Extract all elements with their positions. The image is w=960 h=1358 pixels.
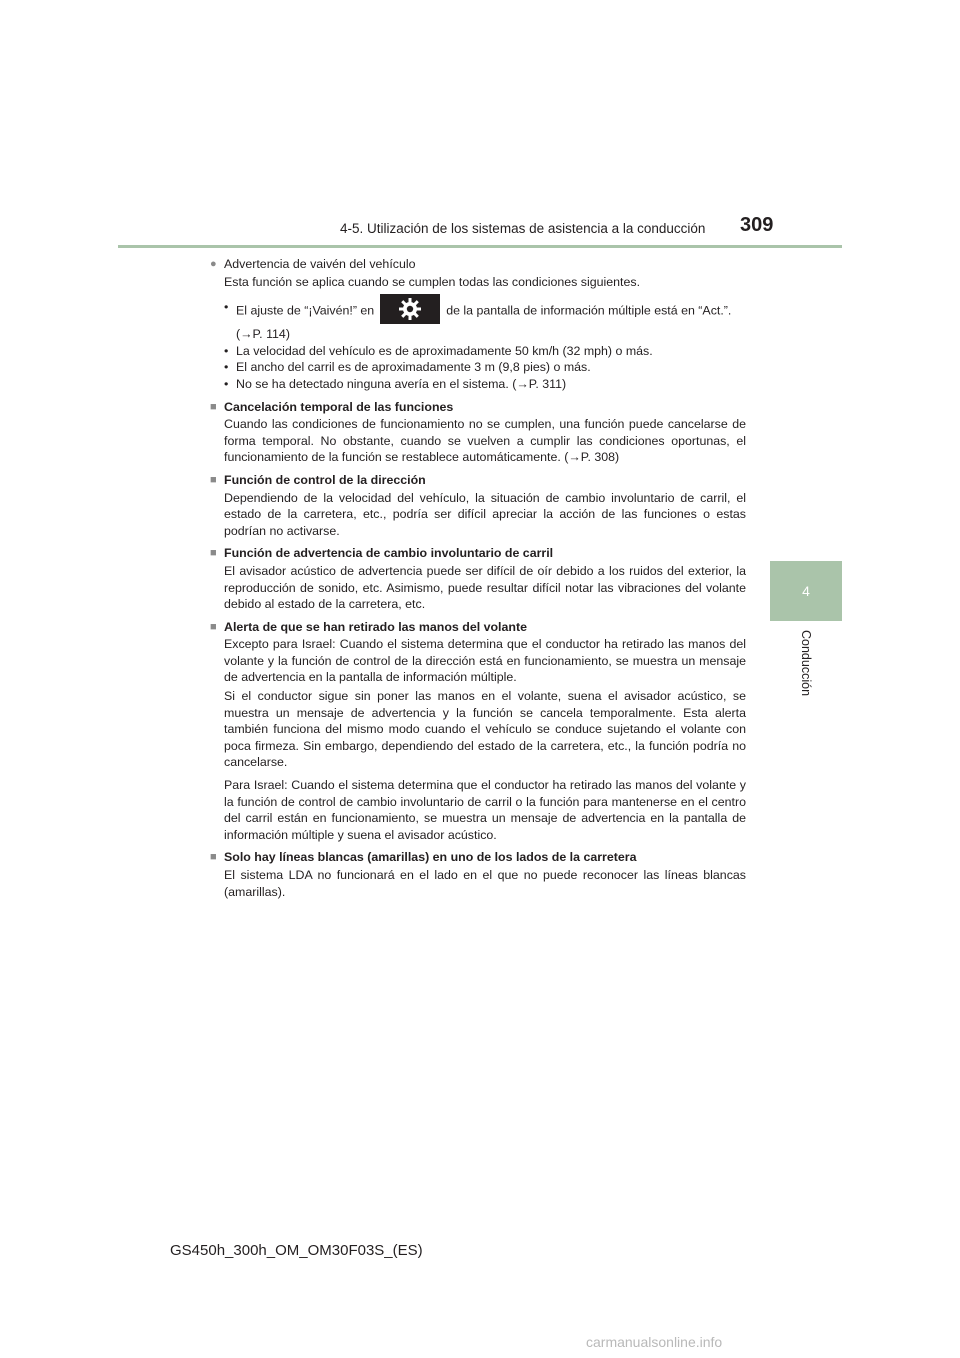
section-hands-off-alert [210, 619, 746, 844]
list-item [224, 376, 746, 393]
chapter-tab [770, 561, 842, 621]
list-bullet: • [224, 343, 229, 358]
chapter-tab-label [796, 630, 816, 702]
section-heading [210, 619, 746, 636]
section-heading [210, 399, 746, 416]
section-lane-departure-warning [210, 545, 746, 612]
page-reference: (→P. 114) [236, 327, 290, 342]
section-paragraph: Si el conductor sigue sin poner las manos en el volante, suena el avisador acústico, se muestra un mensaje de advertencia y la función se cancela temporalmente. Esta alerta también funciona del mismo modo cuando el vehículo se conduce sujetando el volante con poca firmeza. Sin embargo, dependiendo del estado de la carretera, etc., la función podría no cancelarse. [224, 689, 746, 770]
chapter-tab-label-text: Conducción [799, 630, 813, 697]
list-item-text: La velocidad del vehículo es de aproximadamente 50 km/h (32 mph) o más. [236, 343, 653, 358]
document-code: GS450h_300h_OM_OM30F03S_(ES) [170, 1242, 423, 1259]
list-item-text: El ancho del carril es de aproximadamente 3 m (9,8 pies) o más. [236, 360, 591, 375]
square-bullet-icon: ■ [210, 400, 217, 413]
section-heading [210, 545, 746, 562]
section-paragraph: Esta función se aplica cuando se cumplen todas las condiciones siguientes. [224, 274, 641, 289]
list-bullet: • [224, 376, 229, 391]
list-item [224, 343, 746, 360]
section-heading-text: Alerta de que se han retirado las manos del volante [224, 619, 527, 634]
section-heading-text: Función de advertencia de cambio involuntario de carril [224, 546, 554, 561]
square-bullet-icon: ■ [210, 620, 217, 633]
circle-bullet-icon: ● [210, 258, 217, 270]
list-bullet: • [224, 360, 229, 375]
square-bullet-icon: ■ [210, 851, 217, 864]
list-item [224, 296, 746, 326]
section-paragraph: Para Israel: Cuando el sistema determina que el conductor ha retirado las manos del volante y la función de control de cambio involuntario de carril o la función para mantenerse en el centro del carril están en funcionamiento, se muestra un mensaje de advertencia en la pantalla de información múltiple y suena el avisador acústico. [224, 778, 746, 842]
section-paragraph: El sistema LDA no funcionará en el lado en el que no puede reconocer las líneas blancas (amarillas). [224, 868, 746, 899]
page-number: 309 [740, 214, 774, 236]
settings-button-graphic [380, 294, 440, 324]
condition-list [210, 296, 746, 392]
watermark: carmanualsonline.info [586, 1334, 723, 1350]
section-paragraph: Dependiendo de la velocidad del vehículo, la situación de cambio involuntario de carril, el estado de la carretera, etc., podría ser difícil apreciar la acción de las funciones o estas podrían no activarse. [224, 490, 746, 538]
section-temporary-cancellation [210, 399, 746, 466]
section-sway-warning [210, 256, 746, 393]
list-bullet: • [224, 300, 229, 315]
header-divider [118, 245, 842, 248]
chapter-tab-number: 4 [802, 583, 810, 599]
page-content [210, 256, 746, 902]
list-item [224, 359, 746, 376]
section-heading-text: Solo hay líneas blancas (amarillas) en uno de los lados de la carretera [224, 850, 637, 865]
section-heading [210, 849, 746, 866]
list-item-text: de la pantalla de información múltiple está en “Act.”. [446, 303, 732, 318]
section-paragraph: Excepto para Israel: Cuando el sistema determina que el conductor ha retirado las manos del volante y la función de control de la dirección está en funcionamiento, se muestra un mensaje de advertencia en la pantalla de información múltiple. [224, 637, 746, 685]
section-heading [210, 472, 746, 489]
section-steering-control [210, 472, 746, 539]
list-item-text: No se ha detectado ninguna avería en el sistema. (→P. 311) [236, 376, 567, 391]
gear-icon [398, 297, 422, 321]
list-item-text: El ajuste de “¡Vaivén!” en [236, 303, 375, 318]
section-heading-text: Advertencia de vaivén del vehículo [224, 257, 416, 271]
section-single-side-lines [210, 849, 746, 900]
section-heading [210, 256, 746, 273]
square-bullet-icon: ■ [210, 547, 217, 560]
square-bullet-icon: ■ [210, 473, 217, 486]
chapter-title: 4-5. Utilización de los sistemas de asistencia a la conducción [340, 221, 706, 236]
section-heading-text: Cancelación temporal de las funciones [224, 399, 454, 414]
section-heading-text: Función de control de la dirección [224, 472, 426, 487]
section-paragraph: Cuando las condiciones de funcionamiento no se cumplen, una función puede cancelarse de forma temporal. No obstante, cuando se vuelven a cumplir las condiciones oportunas, el funcionamiento de la función se restablece automáticamente. (→P. 308) [224, 417, 746, 465]
section-paragraph: El avisador acústico de advertencia puede ser difícil de oír debido a los ruidos del exterior, la reproducción de sonido, etc. Asimismo, puede resultar difícil notar las vibraciones del volante debido al estado de la carretera, etc. [224, 563, 746, 612]
